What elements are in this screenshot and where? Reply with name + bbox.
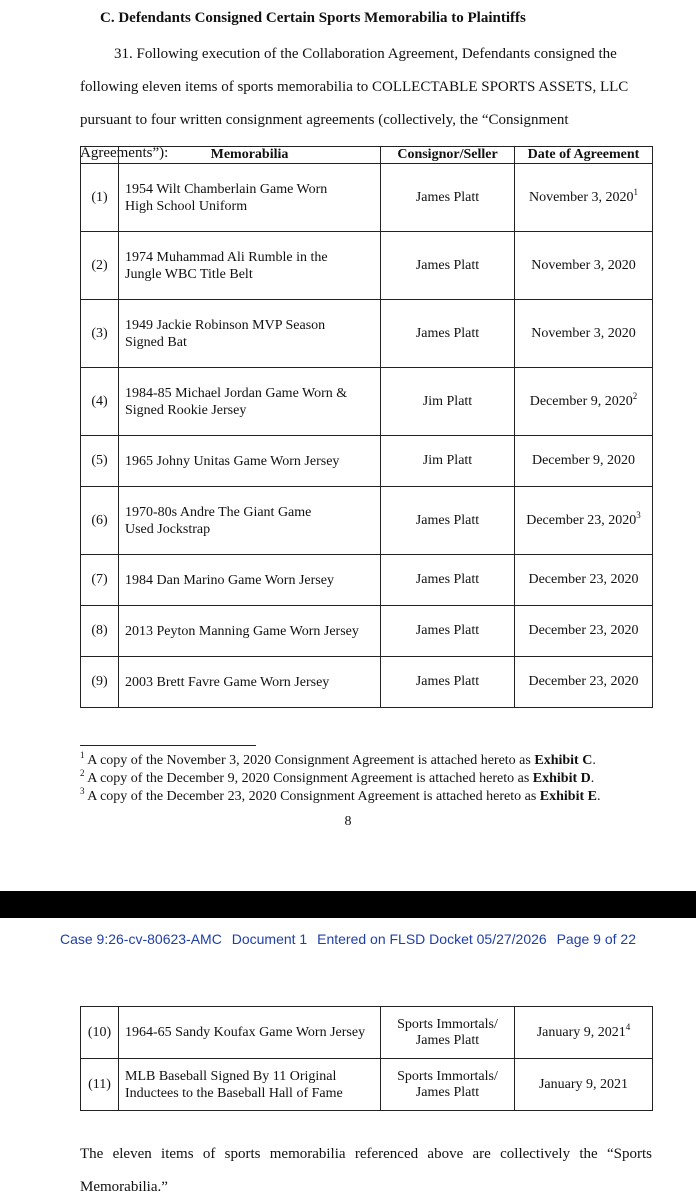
consignor-cell — [381, 1007, 515, 1059]
memorabilia-table — [80, 146, 653, 708]
header-consignor: Consignor/Seller — [381, 147, 515, 164]
row-number: (1) — [81, 164, 119, 232]
memorabilia-line-2: Jungle WBC Title Belt — [125, 266, 253, 282]
footnote-marker: 4 — [625, 1021, 631, 1032]
date-text: December 9, 2020 — [531, 453, 636, 468]
date-cell — [515, 164, 653, 232]
row-number: (6) — [81, 487, 119, 555]
memorabilia-cell — [119, 487, 381, 555]
footnote-marker: 1 — [633, 186, 639, 197]
memorabilia-line-1: 1965 Johny Unitas Game Worn Jersey — [125, 453, 340, 469]
memorabilia-cell — [119, 555, 381, 606]
row-number: (7) — [81, 555, 119, 606]
memorabilia-cell — [119, 606, 381, 657]
memorabilia-line-2: Used Jockstrap — [125, 521, 211, 537]
date-text: December 9, 2020 — [529, 393, 633, 409]
memorabilia-line-1: 1984 Dan Marino Game Worn Jersey — [125, 572, 334, 588]
memorabilia-line-1: 1964-65 Sandy Koufax Game Worn Jersey — [125, 1025, 366, 1040]
consignor-line-1: Jim Platt — [422, 453, 473, 468]
consignor-cell — [381, 300, 515, 368]
footnote-1: $^1$ A copy of the November 3, 2020 Consignment Agreement is attached hereto as Exhibit C. — [80, 750, 596, 768]
date-cell — [515, 487, 653, 555]
memorabilia-line-1: MLB Baseball Signed By 11 Original — [125, 1068, 337, 1084]
memorabilia-cell — [119, 436, 381, 487]
table-row — [81, 436, 653, 487]
footnote-2: $^2$ A copy of the December 9, 2020 Consignment Agreement is attached hereto as Exhibit D. — [80, 768, 595, 786]
memorabilia-line-1: 1954 Wilt Chamberlain Game Worn — [125, 181, 328, 197]
memorabilia-table-continued — [80, 1006, 653, 1111]
memorabilia-cell — [119, 368, 381, 436]
consignor-cell — [381, 606, 515, 657]
memorabilia-line-1: 1974 Muhammad Ali Rumble in the — [125, 249, 328, 265]
date-text: January 9, 2021 — [538, 1076, 629, 1092]
footnote-marker: 3 — [636, 509, 641, 520]
table-row — [81, 232, 653, 300]
table-row — [81, 1007, 653, 1059]
table-row — [81, 606, 653, 657]
consignor-line-1: Sports Immortals/ — [397, 1068, 498, 1084]
table-row — [81, 300, 653, 368]
consignor-cell — [381, 555, 515, 606]
row-number: (3) — [81, 300, 119, 368]
date-cell — [515, 300, 653, 368]
document-number: Document 1 — [231, 931, 308, 947]
row-number: (11) — [81, 1059, 119, 1111]
footnote-divider — [80, 745, 256, 746]
consignor-cell — [381, 657, 515, 708]
memorabilia-cell — [119, 1059, 381, 1111]
consignor-line-1: James Platt — [415, 623, 480, 638]
header-date: Date of Agreement — [515, 147, 653, 164]
consignor-line-1: James Platt — [415, 512, 480, 528]
consignor-line-1: James Platt — [415, 572, 480, 587]
row-number: (5) — [81, 436, 119, 487]
table-row — [81, 487, 653, 555]
consignor-line-1: Jim Platt — [422, 393, 473, 409]
page-count: Page 9 of 22 — [556, 931, 636, 947]
consignor-cell — [381, 164, 515, 232]
memorabilia-cell — [119, 164, 381, 232]
date-cell — [515, 657, 653, 708]
consignor-line-1: James Platt — [415, 257, 480, 273]
page-number: 8 — [344, 814, 352, 829]
memorabilia-line-1: 2003 Brett Favre Game Worn Jersey — [125, 674, 330, 690]
row-number: (9) — [81, 657, 119, 708]
table-row — [81, 657, 653, 708]
table-row — [81, 164, 653, 232]
date-text: November 3, 2020 — [531, 257, 636, 273]
consignor-line-1: Sports Immortals/ — [397, 1016, 498, 1032]
date-cell — [515, 232, 653, 300]
memorabilia-line-2: Signed Rookie Jersey — [125, 402, 247, 418]
footnote-marker: 2 — [632, 390, 638, 401]
docket-entry: Entered on FLSD Docket 05/27/2026 — [317, 931, 547, 947]
row-number: (4) — [81, 368, 119, 436]
table-row — [81, 1059, 653, 1111]
date-cell — [515, 368, 653, 436]
case-number: Case 9:26-cv-80623-AMC — [59, 931, 222, 947]
memorabilia-line-1: 2013 Peyton Manning Game Worn Jersey — [125, 623, 359, 639]
consignor-line-1: James Platt — [415, 189, 480, 205]
date-cell — [515, 1007, 653, 1059]
header-memorabilia: Memorabilia — [119, 147, 381, 164]
row-number: (10) — [81, 1007, 119, 1059]
consignor-cell — [381, 436, 515, 487]
page-break-bar — [0, 891, 696, 918]
consignor-cell — [381, 368, 515, 436]
header-number — [81, 147, 119, 164]
memorabilia-line-2: Signed Bat — [125, 334, 187, 350]
memorabilia-line-2: High School Uniform — [125, 198, 248, 214]
section-heading: C. Defendants Consigned Certain Sports Memorabilia to Plaintiffs — [100, 10, 526, 26]
memorabilia-cell — [119, 1007, 381, 1059]
date-cell — [515, 555, 653, 606]
consignor-cell — [381, 232, 515, 300]
date-text: December 23, 2020 — [526, 512, 637, 528]
row-number: (8) — [81, 606, 119, 657]
table-header-row — [81, 147, 653, 164]
memorabilia-line-1: 1984-85 Michael Jordan Game Worn & — [125, 385, 348, 401]
date-text: November 3, 2020 — [528, 189, 634, 205]
table-row — [81, 368, 653, 436]
closing-paragraph: The eleven items of sports memorabilia referenced above are collectively the “Sports Memorabilia.” — [80, 1146, 652, 1195]
consignor-line-2: James Platt — [415, 1032, 480, 1048]
date-cell — [515, 436, 653, 487]
table-row — [81, 555, 653, 606]
date-text: December 23, 2020 — [528, 674, 639, 689]
memorabilia-cell — [119, 300, 381, 368]
footnote-3: $^3$ A copy of the December 23, 2020 Consignment Agreement is attached hereto as Exhibit E. — [80, 786, 601, 804]
consignor-cell — [381, 1059, 515, 1111]
consignor-line-1: James Platt — [415, 674, 480, 689]
memorabilia-line-2: Inductees to the Baseball Hall of Fame — [125, 1085, 343, 1101]
consignor-line-2: James Platt — [415, 1084, 480, 1100]
date-text: January 9, 2021 — [536, 1024, 626, 1040]
memorabilia-cell — [119, 657, 381, 708]
date-cell — [515, 1059, 653, 1111]
date-cell — [515, 606, 653, 657]
date-text: December 23, 2020 — [528, 623, 639, 638]
memorabilia-line-1: 1949 Jackie Robinson MVP Season — [125, 317, 326, 333]
memorabilia-cell — [119, 232, 381, 300]
paragraph-31: 31. Following execution of the Collaboration Agreement, Defendants consigned the following eleven items of sports memorabilia to COLLECTABLE SPORTS ASSETS, LLC pursuant to four written consignment agreements (collectively, the “Consignment Agreements”): — [80, 46, 629, 161]
memorabilia-line-1: 1970-80s Andre The Giant Game — [125, 504, 312, 520]
date-text: December 23, 2020 — [528, 572, 639, 587]
date-text: November 3, 2020 — [531, 325, 636, 341]
consignor-cell — [381, 487, 515, 555]
case-header — [0, 931, 696, 947]
consignor-line-1: James Platt — [415, 325, 480, 341]
row-number: (2) — [81, 232, 119, 300]
